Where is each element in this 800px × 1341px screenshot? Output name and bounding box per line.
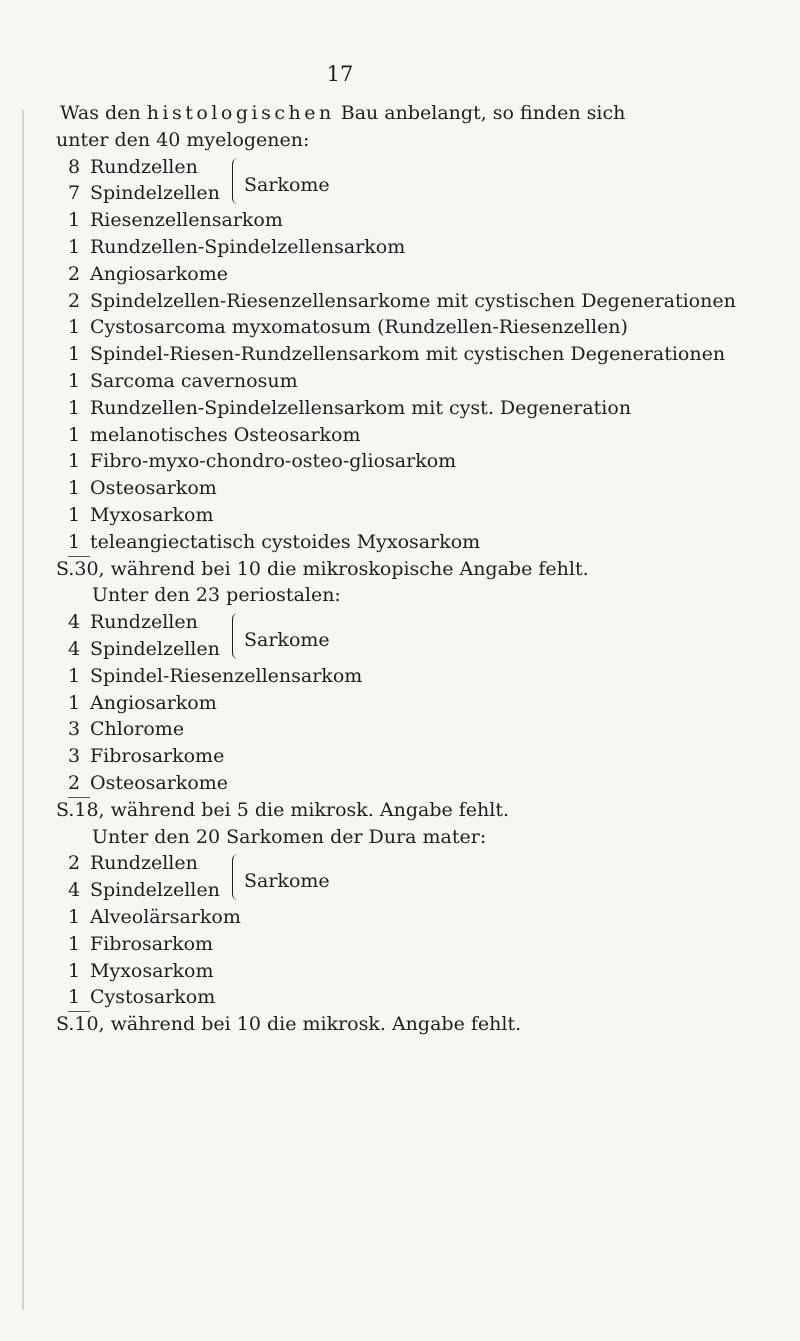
page-edge-shadow (22, 110, 24, 1310)
list-item: 2 Angiosarkome (68, 262, 229, 285)
myelogenous-list (56, 207, 776, 555)
periosteal-list (56, 663, 776, 797)
list-item: 1 Fibro-myxo-chondro-osteo-gliosarkom (68, 450, 457, 473)
list-item: 1 Rundzellen-Spindelzellensarkom mit cyst. Degeneration (68, 396, 632, 419)
page-body (56, 100, 776, 1038)
list-item: 1 Spindel-Riesen-Rundzellensarkom mit cystischen Degenerationen (68, 343, 726, 366)
brace-icon (232, 158, 241, 204)
intro-text-a: Was den (60, 102, 147, 124)
list-item: 1 Riesenzellensarkom (68, 209, 283, 232)
list-item: 3 Fibrosarkome (68, 745, 225, 768)
list-item: 1 Osteosarkom (68, 477, 217, 500)
list-item: 2 Spindelzellen-Riesenzellensarkome mit cystischen Degenerationen (68, 289, 736, 312)
list-item: 1 Sarcoma cavernosum (68, 369, 298, 392)
list-item: 1 Myxosarkom (68, 503, 214, 526)
list-item: 1 Spindel-Riesenzellensarkom (68, 664, 363, 687)
list-item: 2 Osteosarkome (56, 770, 776, 797)
list-item: 7 Spindelzellen (68, 182, 220, 205)
list-item: 1 teleangiectatisch cystoides Myxosarkom (56, 529, 776, 556)
list-item: 1 Myxosarkom (68, 959, 214, 982)
dura-brace-group (56, 850, 776, 904)
dura-heading: Unter den 20 Sarkomen der Dura mater: (92, 825, 487, 848)
list-item: 4 Spindelzellen (68, 637, 220, 660)
list-item: 1 Cystosarcoma myxomatosum (Rundzellen-Riesenzellen) (68, 316, 628, 339)
intro-spaced-word: histologischen (146, 102, 335, 124)
brace-label: Sarkome (244, 870, 330, 893)
intro-line-2: unter den 40 myelogenen: (56, 128, 310, 151)
list-item: 4 Rundzellen (68, 611, 198, 634)
list-item: 1 melanotisches Osteosarkom (68, 423, 361, 446)
periosteal-brace-group (56, 609, 776, 663)
brace-label: Sarkome (244, 629, 330, 652)
myelogenous-total: S.30, während bei 10 die mikroskopische Angabe fehlt. (56, 557, 589, 580)
list-item: 4 Spindelzellen (68, 879, 220, 902)
periosteal-total: S.18, während bei 5 die mikrosk. Angabe fehlt. (56, 798, 510, 821)
list-item: 8 Rundzellen (68, 155, 198, 178)
myelogenous-brace-group (56, 154, 776, 208)
page-number: 17 (326, 62, 354, 86)
list-item: 1 Fibrosarkom (68, 932, 214, 955)
brace-label: Sarkome (244, 173, 330, 196)
dura-list (56, 904, 776, 1011)
brace-icon (232, 613, 241, 659)
list-item: 1 Alveolärsarkom (68, 905, 241, 928)
intro-line-1 (56, 100, 776, 127)
brace-icon (232, 854, 241, 900)
periosteal-heading: Unter den 23 periostalen: (92, 584, 341, 607)
dura-total: S.10, während bei 10 die mikrosk. Angabe fehlt. (56, 1013, 522, 1036)
list-item: 3 Chlorome (68, 718, 185, 741)
list-item: 2 Rundzellen (68, 852, 198, 875)
list-item: 1 Rundzellen-Spindelzellensarkom (68, 235, 406, 258)
list-item: 1 Cystosarkom (56, 984, 776, 1011)
list-item: 1 Angiosarkom (68, 691, 217, 714)
intro-text-b: Bau anbelangt, so finden sich (334, 102, 626, 124)
